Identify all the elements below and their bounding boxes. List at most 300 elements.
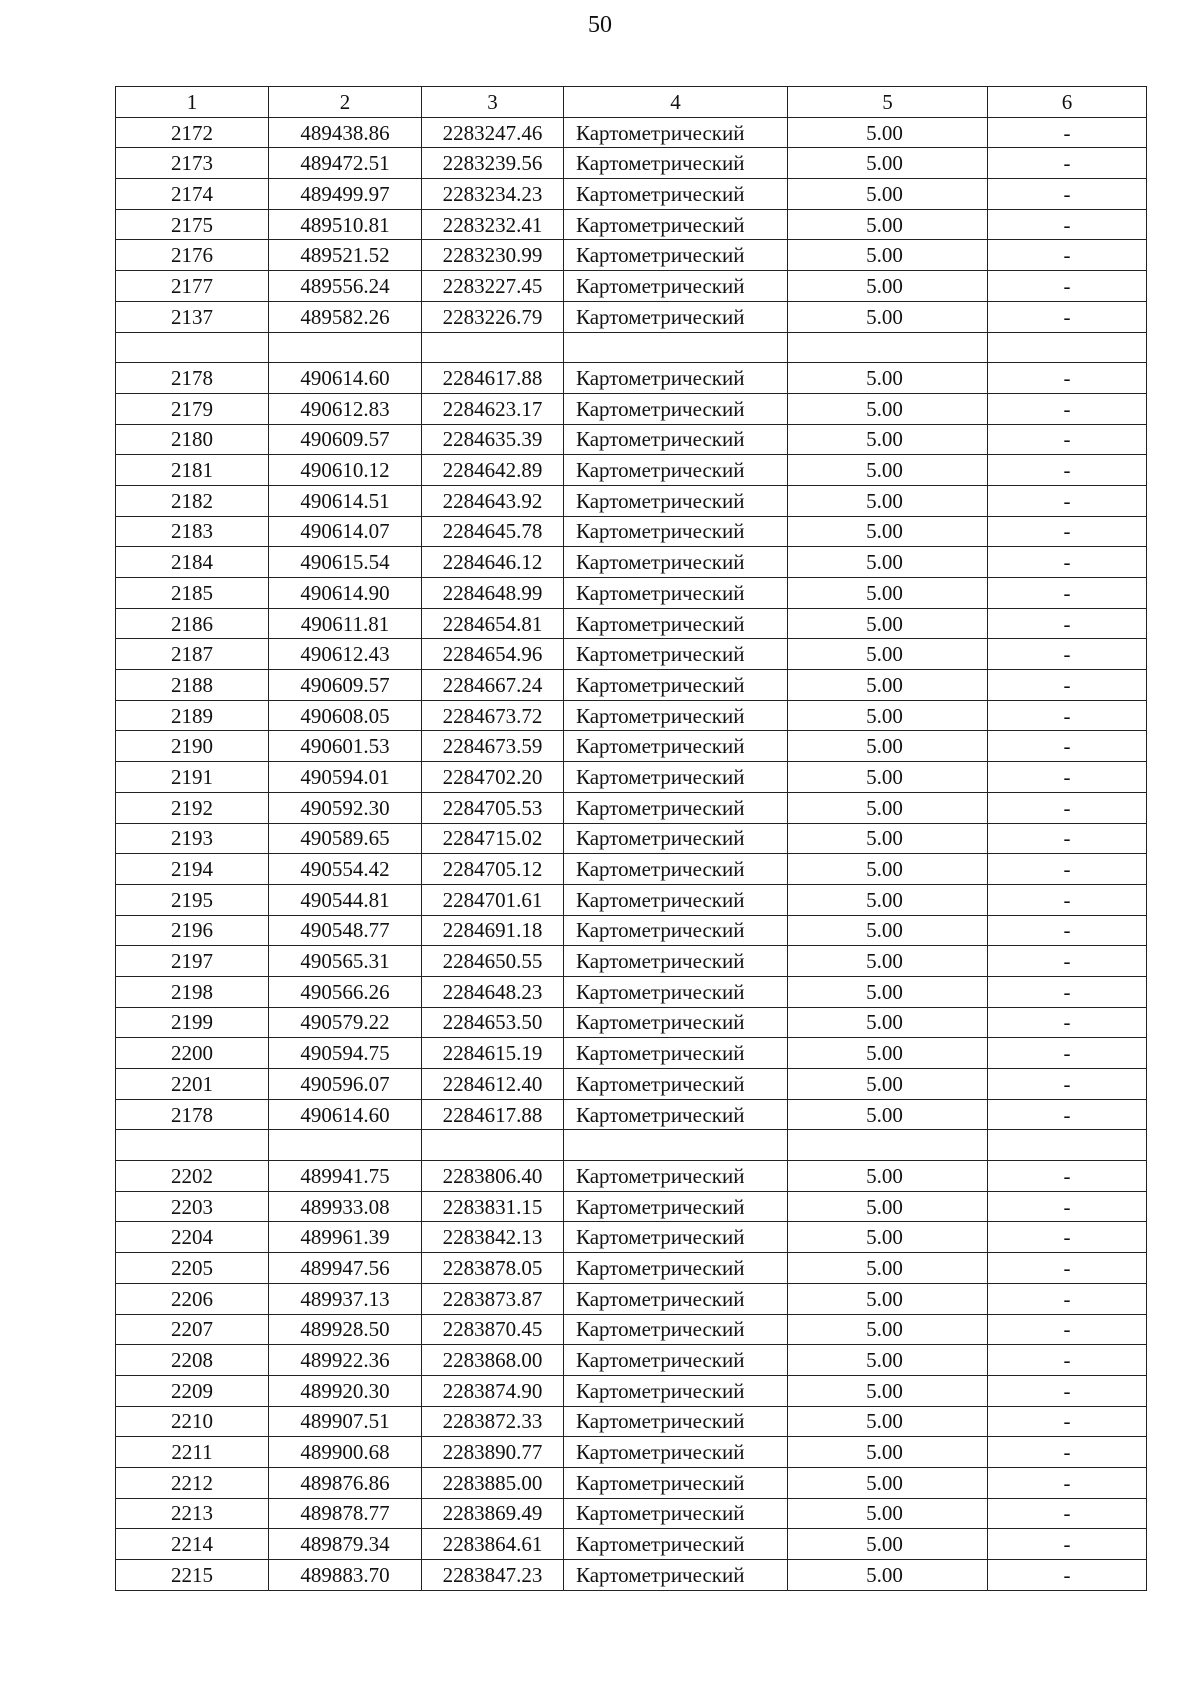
cell-point-number: 2187 bbox=[116, 639, 269, 670]
cell-method: Картометрический bbox=[564, 1560, 788, 1591]
cell-y-coordinate: 2283831.15 bbox=[422, 1191, 564, 1222]
cell-accuracy: 5.00 bbox=[788, 516, 988, 547]
cell-description: - bbox=[988, 424, 1147, 455]
header-cell-1: 1 bbox=[116, 87, 269, 118]
cell-accuracy: 5.00 bbox=[788, 1253, 988, 1284]
cell-description: - bbox=[988, 823, 1147, 854]
cell-x-coordinate: 489941.75 bbox=[269, 1161, 422, 1192]
cell-point-number: 2196 bbox=[116, 915, 269, 946]
cell-x-coordinate: 490614.07 bbox=[269, 516, 422, 547]
cell-description: - bbox=[988, 455, 1147, 486]
cell-description: - bbox=[988, 240, 1147, 271]
cell-y-coordinate: 2283806.40 bbox=[422, 1161, 564, 1192]
cell-accuracy: 5.00 bbox=[788, 639, 988, 670]
cell-point-number: 2176 bbox=[116, 240, 269, 271]
cell-point-number: 2174 bbox=[116, 179, 269, 210]
table-row bbox=[116, 1007, 1147, 1038]
table-row bbox=[116, 1560, 1147, 1591]
cell-x-coordinate: 489947.56 bbox=[269, 1253, 422, 1284]
cell-accuracy: 5.00 bbox=[788, 1560, 988, 1591]
cell-description: - bbox=[988, 762, 1147, 793]
header-cell-6: 6 bbox=[988, 87, 1147, 118]
cell-accuracy: 5.00 bbox=[788, 1529, 988, 1560]
table-row bbox=[116, 1375, 1147, 1406]
cell-description: - bbox=[988, 1314, 1147, 1345]
table-row bbox=[116, 1038, 1147, 1069]
table-row bbox=[116, 1222, 1147, 1253]
cell-y-coordinate: 2284667.24 bbox=[422, 670, 564, 701]
cell-method: Картометрический bbox=[564, 148, 788, 179]
cell-description: - bbox=[988, 578, 1147, 609]
cell-method: Картометрический bbox=[564, 301, 788, 332]
cell-x-coordinate: 489499.97 bbox=[269, 179, 422, 210]
cell-accuracy: 5.00 bbox=[788, 1007, 988, 1038]
cell-point-number: 2206 bbox=[116, 1283, 269, 1314]
cell-point-number: 2178 bbox=[116, 1099, 269, 1130]
table-row bbox=[116, 485, 1147, 516]
cell-point-number: 2190 bbox=[116, 731, 269, 762]
cell-point-number: 2186 bbox=[116, 608, 269, 639]
cell-method: Картометрический bbox=[564, 762, 788, 793]
cell-y-coordinate: 2283227.45 bbox=[422, 271, 564, 302]
cell-description: - bbox=[988, 301, 1147, 332]
cell-x-coordinate: 490548.77 bbox=[269, 915, 422, 946]
cell-description: - bbox=[988, 1161, 1147, 1192]
cell-description: - bbox=[988, 1038, 1147, 1069]
cell-y-coordinate: 2283864.61 bbox=[422, 1529, 564, 1560]
cell-method bbox=[564, 1130, 788, 1161]
cell-point-number: 2195 bbox=[116, 884, 269, 915]
cell-description: - bbox=[988, 1345, 1147, 1376]
cell-accuracy bbox=[788, 332, 988, 363]
cell-accuracy: 5.00 bbox=[788, 915, 988, 946]
cell-accuracy: 5.00 bbox=[788, 1283, 988, 1314]
cell-x-coordinate: 490589.65 bbox=[269, 823, 422, 854]
cell-x-coordinate: 489920.30 bbox=[269, 1375, 422, 1406]
cell-point-number: 2183 bbox=[116, 516, 269, 547]
cell-accuracy: 5.00 bbox=[788, 209, 988, 240]
cell-x-coordinate: 489472.51 bbox=[269, 148, 422, 179]
cell-description bbox=[988, 1130, 1147, 1161]
cell-x-coordinate: 490594.01 bbox=[269, 762, 422, 793]
cell-point-number: 2207 bbox=[116, 1314, 269, 1345]
cell-x-coordinate: 490579.22 bbox=[269, 1007, 422, 1038]
cell-point-number: 2214 bbox=[116, 1529, 269, 1560]
cell-x-coordinate: 489922.36 bbox=[269, 1345, 422, 1376]
table-row bbox=[116, 1283, 1147, 1314]
cell-point-number: 2202 bbox=[116, 1161, 269, 1192]
cell-method: Картометрический bbox=[564, 1191, 788, 1222]
cell-method: Картометрический bbox=[564, 1437, 788, 1468]
cell-y-coordinate: 2283885.00 bbox=[422, 1467, 564, 1498]
cell-description: - bbox=[988, 976, 1147, 1007]
cell-accuracy: 5.00 bbox=[788, 1191, 988, 1222]
cell-accuracy: 5.00 bbox=[788, 393, 988, 424]
table-row bbox=[116, 363, 1147, 394]
cell-x-coordinate: 489900.68 bbox=[269, 1437, 422, 1468]
cell-description: - bbox=[988, 1467, 1147, 1498]
cell-point-number: 2212 bbox=[116, 1467, 269, 1498]
cell-point-number: 2201 bbox=[116, 1069, 269, 1100]
cell-y-coordinate: 2284691.18 bbox=[422, 915, 564, 946]
cell-x-coordinate: 490601.53 bbox=[269, 731, 422, 762]
cell-method bbox=[564, 332, 788, 363]
cell-method: Картометрический bbox=[564, 209, 788, 240]
table-row bbox=[116, 976, 1147, 1007]
cell-y-coordinate: 2284643.92 bbox=[422, 485, 564, 516]
table-row bbox=[116, 608, 1147, 639]
table-row bbox=[116, 700, 1147, 731]
table-row bbox=[116, 854, 1147, 885]
cell-accuracy: 5.00 bbox=[788, 240, 988, 271]
cell-method: Картометрический bbox=[564, 1222, 788, 1253]
cell-y-coordinate: 2284612.40 bbox=[422, 1069, 564, 1100]
cell-description: - bbox=[988, 792, 1147, 823]
cell-accuracy: 5.00 bbox=[788, 455, 988, 486]
cell-point-number: 2215 bbox=[116, 1560, 269, 1591]
table-row bbox=[116, 578, 1147, 609]
cell-accuracy: 5.00 bbox=[788, 823, 988, 854]
table-row bbox=[116, 148, 1147, 179]
table-row bbox=[116, 547, 1147, 578]
cell-y-coordinate: 2284617.88 bbox=[422, 363, 564, 394]
cell-point-number: 2199 bbox=[116, 1007, 269, 1038]
cell-accuracy: 5.00 bbox=[788, 271, 988, 302]
cell-accuracy: 5.00 bbox=[788, 1099, 988, 1130]
table-row bbox=[116, 884, 1147, 915]
cell-description: - bbox=[988, 1253, 1147, 1284]
cell-method: Картометрический bbox=[564, 547, 788, 578]
cell-description: - bbox=[988, 1529, 1147, 1560]
cell-y-coordinate: 2284617.88 bbox=[422, 1099, 564, 1130]
cell-accuracy: 5.00 bbox=[788, 1437, 988, 1468]
cell-method: Картометрический bbox=[564, 1283, 788, 1314]
cell-x-coordinate: 490544.81 bbox=[269, 884, 422, 915]
cell-method: Картометрический bbox=[564, 700, 788, 731]
cell-method: Картометрический bbox=[564, 179, 788, 210]
cell-description: - bbox=[988, 271, 1147, 302]
cell-y-coordinate bbox=[422, 1130, 564, 1161]
cell-y-coordinate: 2283232.41 bbox=[422, 209, 564, 240]
cell-description: - bbox=[988, 1099, 1147, 1130]
cell-x-coordinate: 489961.39 bbox=[269, 1222, 422, 1253]
cell-accuracy: 5.00 bbox=[788, 1222, 988, 1253]
cell-accuracy: 5.00 bbox=[788, 854, 988, 885]
table-row bbox=[116, 792, 1147, 823]
cell-description: - bbox=[988, 516, 1147, 547]
cell-y-coordinate: 2284701.61 bbox=[422, 884, 564, 915]
cell-method: Картометрический bbox=[564, 639, 788, 670]
cell-description: - bbox=[988, 148, 1147, 179]
cell-description: - bbox=[988, 731, 1147, 762]
cell-x-coordinate: 489582.26 bbox=[269, 301, 422, 332]
cell-point-number: 2200 bbox=[116, 1038, 269, 1069]
cell-method: Картометрический bbox=[564, 976, 788, 1007]
cell-y-coordinate: 2283869.49 bbox=[422, 1498, 564, 1529]
cell-accuracy: 5.00 bbox=[788, 731, 988, 762]
cell-y-coordinate: 2284702.20 bbox=[422, 762, 564, 793]
cell-point-number: 2137 bbox=[116, 301, 269, 332]
table-row bbox=[116, 731, 1147, 762]
cell-description: - bbox=[988, 915, 1147, 946]
cell-y-coordinate: 2284648.23 bbox=[422, 976, 564, 1007]
cell-accuracy: 5.00 bbox=[788, 301, 988, 332]
cell-y-coordinate: 2284623.17 bbox=[422, 393, 564, 424]
table-row bbox=[116, 1161, 1147, 1192]
cell-accuracy: 5.00 bbox=[788, 1467, 988, 1498]
cell-point-number: 2211 bbox=[116, 1437, 269, 1468]
cell-x-coordinate: 489878.77 bbox=[269, 1498, 422, 1529]
cell-point-number: 2188 bbox=[116, 670, 269, 701]
cell-y-coordinate: 2284654.96 bbox=[422, 639, 564, 670]
table-header-row bbox=[116, 87, 1147, 118]
cell-description: - bbox=[988, 1283, 1147, 1314]
cell-x-coordinate: 489556.24 bbox=[269, 271, 422, 302]
cell-method: Картометрический bbox=[564, 485, 788, 516]
cell-method: Картометрический bbox=[564, 1498, 788, 1529]
cell-x-coordinate: 490608.05 bbox=[269, 700, 422, 731]
cell-x-coordinate bbox=[269, 1130, 422, 1161]
cell-x-coordinate: 490594.75 bbox=[269, 1038, 422, 1069]
cell-x-coordinate: 490610.12 bbox=[269, 455, 422, 486]
header-cell-5: 5 bbox=[788, 87, 988, 118]
cell-y-coordinate: 2284653.50 bbox=[422, 1007, 564, 1038]
cell-point-number: 2205 bbox=[116, 1253, 269, 1284]
cell-x-coordinate: 489883.70 bbox=[269, 1560, 422, 1591]
table-row bbox=[116, 762, 1147, 793]
table-row bbox=[116, 1314, 1147, 1345]
cell-description: - bbox=[988, 1222, 1147, 1253]
cell-x-coordinate: 490614.60 bbox=[269, 1099, 422, 1130]
cell-x-coordinate bbox=[269, 332, 422, 363]
cell-x-coordinate: 489438.86 bbox=[269, 117, 422, 148]
cell-method: Картометрический bbox=[564, 792, 788, 823]
cell-method: Картометрический bbox=[564, 1314, 788, 1345]
cell-accuracy: 5.00 bbox=[788, 884, 988, 915]
cell-accuracy: 5.00 bbox=[788, 424, 988, 455]
table-row bbox=[116, 117, 1147, 148]
cell-y-coordinate: 2283842.13 bbox=[422, 1222, 564, 1253]
cell-x-coordinate: 490554.42 bbox=[269, 854, 422, 885]
cell-y-coordinate: 2284673.59 bbox=[422, 731, 564, 762]
cell-x-coordinate: 489907.51 bbox=[269, 1406, 422, 1437]
cell-point-number: 2185 bbox=[116, 578, 269, 609]
cell-point-number: 2210 bbox=[116, 1406, 269, 1437]
cell-x-coordinate: 490565.31 bbox=[269, 946, 422, 977]
cell-x-coordinate: 490612.83 bbox=[269, 393, 422, 424]
cell-y-coordinate: 2284648.99 bbox=[422, 578, 564, 609]
cell-point-number: 2213 bbox=[116, 1498, 269, 1529]
cell-point-number: 2193 bbox=[116, 823, 269, 854]
cell-accuracy bbox=[788, 1130, 988, 1161]
table-row bbox=[116, 1406, 1147, 1437]
table-body bbox=[116, 117, 1147, 1590]
coordinates-table bbox=[115, 86, 1147, 1591]
table-row bbox=[116, 1069, 1147, 1100]
cell-accuracy: 5.00 bbox=[788, 762, 988, 793]
cell-y-coordinate: 2283878.05 bbox=[422, 1253, 564, 1284]
cell-description: - bbox=[988, 209, 1147, 240]
table-row bbox=[116, 823, 1147, 854]
cell-method: Картометрический bbox=[564, 608, 788, 639]
cell-accuracy: 5.00 bbox=[788, 547, 988, 578]
cell-description bbox=[988, 332, 1147, 363]
cell-description: - bbox=[988, 1007, 1147, 1038]
cell-method: Картометрический bbox=[564, 363, 788, 394]
cell-accuracy: 5.00 bbox=[788, 179, 988, 210]
cell-y-coordinate: 2284650.55 bbox=[422, 946, 564, 977]
cell-accuracy: 5.00 bbox=[788, 1038, 988, 1069]
cell-method: Картометрический bbox=[564, 1467, 788, 1498]
cell-point-number: 2172 bbox=[116, 117, 269, 148]
cell-accuracy: 5.00 bbox=[788, 700, 988, 731]
cell-description: - bbox=[988, 884, 1147, 915]
cell-accuracy: 5.00 bbox=[788, 578, 988, 609]
table-row bbox=[116, 670, 1147, 701]
header-cell-3: 3 bbox=[422, 87, 564, 118]
cell-method: Картометрический bbox=[564, 946, 788, 977]
cell-point-number: 2180 bbox=[116, 424, 269, 455]
cell-description: - bbox=[988, 639, 1147, 670]
cell-point-number: 2177 bbox=[116, 271, 269, 302]
cell-x-coordinate: 490614.90 bbox=[269, 578, 422, 609]
cell-point-number: 2191 bbox=[116, 762, 269, 793]
cell-description: - bbox=[988, 700, 1147, 731]
cell-x-coordinate: 489876.86 bbox=[269, 1467, 422, 1498]
cell-x-coordinate: 490609.57 bbox=[269, 424, 422, 455]
cell-x-coordinate: 489521.52 bbox=[269, 240, 422, 271]
cell-x-coordinate: 490611.81 bbox=[269, 608, 422, 639]
cell-method: Картометрический bbox=[564, 1375, 788, 1406]
cell-accuracy: 5.00 bbox=[788, 148, 988, 179]
cell-y-coordinate bbox=[422, 332, 564, 363]
table-row bbox=[116, 301, 1147, 332]
table-row bbox=[116, 271, 1147, 302]
table-row bbox=[116, 516, 1147, 547]
cell-y-coordinate: 2284705.12 bbox=[422, 854, 564, 885]
cell-accuracy: 5.00 bbox=[788, 1345, 988, 1376]
cell-point-number: 2175 bbox=[116, 209, 269, 240]
cell-description: - bbox=[988, 670, 1147, 701]
cell-point-number: 2198 bbox=[116, 976, 269, 1007]
cell-y-coordinate: 2283239.56 bbox=[422, 148, 564, 179]
cell-point-number: 2179 bbox=[116, 393, 269, 424]
table-row bbox=[116, 1498, 1147, 1529]
table-row bbox=[116, 209, 1147, 240]
cell-point-number: 2189 bbox=[116, 700, 269, 731]
table-row bbox=[116, 393, 1147, 424]
cell-description: - bbox=[988, 1560, 1147, 1591]
cell-x-coordinate: 489510.81 bbox=[269, 209, 422, 240]
cell-description: - bbox=[988, 1406, 1147, 1437]
cell-y-coordinate: 2284642.89 bbox=[422, 455, 564, 486]
table-row bbox=[116, 1253, 1147, 1284]
cell-method: Картометрический bbox=[564, 915, 788, 946]
cell-method: Картометрический bbox=[564, 1038, 788, 1069]
cell-y-coordinate: 2284635.39 bbox=[422, 424, 564, 455]
cell-method: Картометрический bbox=[564, 1007, 788, 1038]
cell-point-number: 2209 bbox=[116, 1375, 269, 1406]
cell-y-coordinate: 2283870.45 bbox=[422, 1314, 564, 1345]
cell-x-coordinate: 490596.07 bbox=[269, 1069, 422, 1100]
cell-x-coordinate: 490566.26 bbox=[269, 976, 422, 1007]
cell-description: - bbox=[988, 1498, 1147, 1529]
cell-point-number: 2178 bbox=[116, 363, 269, 394]
cell-x-coordinate: 489879.34 bbox=[269, 1529, 422, 1560]
cell-description: - bbox=[988, 854, 1147, 885]
cell-y-coordinate: 2283872.33 bbox=[422, 1406, 564, 1437]
cell-method: Картометрический bbox=[564, 240, 788, 271]
cell-accuracy: 5.00 bbox=[788, 792, 988, 823]
cell-method: Картометрический bbox=[564, 271, 788, 302]
cell-description: - bbox=[988, 1069, 1147, 1100]
cell-method: Картометрический bbox=[564, 1161, 788, 1192]
cell-x-coordinate: 490592.30 bbox=[269, 792, 422, 823]
cell-x-coordinate: 490615.54 bbox=[269, 547, 422, 578]
cell-description: - bbox=[988, 363, 1147, 394]
cell-accuracy: 5.00 bbox=[788, 1406, 988, 1437]
cell-method: Картометрический bbox=[564, 1069, 788, 1100]
cell-accuracy: 5.00 bbox=[788, 1498, 988, 1529]
cell-accuracy: 5.00 bbox=[788, 946, 988, 977]
cell-y-coordinate: 2283226.79 bbox=[422, 301, 564, 332]
cell-point-number: 2197 bbox=[116, 946, 269, 977]
cell-point-number: 2184 bbox=[116, 547, 269, 578]
cell-description: - bbox=[988, 547, 1147, 578]
cell-accuracy: 5.00 bbox=[788, 1375, 988, 1406]
page-number: 50 bbox=[588, 12, 612, 38]
cell-method: Картометрический bbox=[564, 1253, 788, 1284]
cell-method: Картометрический bbox=[564, 1529, 788, 1560]
cell-x-coordinate: 490612.43 bbox=[269, 639, 422, 670]
cell-y-coordinate: 2283890.77 bbox=[422, 1437, 564, 1468]
cell-y-coordinate: 2284715.02 bbox=[422, 823, 564, 854]
table-row bbox=[116, 455, 1147, 486]
cell-method: Картометрический bbox=[564, 117, 788, 148]
cell-method: Картометрический bbox=[564, 1099, 788, 1130]
cell-y-coordinate: 2283874.90 bbox=[422, 1375, 564, 1406]
table-row bbox=[116, 332, 1147, 363]
cell-description: - bbox=[988, 179, 1147, 210]
cell-accuracy: 5.00 bbox=[788, 608, 988, 639]
table-row bbox=[116, 639, 1147, 670]
cell-description: - bbox=[988, 485, 1147, 516]
table-row bbox=[116, 1191, 1147, 1222]
cell-point-number: 2192 bbox=[116, 792, 269, 823]
table-row bbox=[116, 1529, 1147, 1560]
cell-point-number: 2208 bbox=[116, 1345, 269, 1376]
cell-point-number: 2194 bbox=[116, 854, 269, 885]
cell-x-coordinate: 489937.13 bbox=[269, 1283, 422, 1314]
table-row bbox=[116, 1099, 1147, 1130]
table-row bbox=[116, 915, 1147, 946]
cell-method: Картометрический bbox=[564, 455, 788, 486]
cell-point-number: 2173 bbox=[116, 148, 269, 179]
cell-y-coordinate: 2284705.53 bbox=[422, 792, 564, 823]
cell-description: - bbox=[988, 1191, 1147, 1222]
cell-y-coordinate: 2284645.78 bbox=[422, 516, 564, 547]
table-row bbox=[116, 240, 1147, 271]
cell-accuracy: 5.00 bbox=[788, 976, 988, 1007]
table-row bbox=[116, 179, 1147, 210]
cell-y-coordinate: 2283873.87 bbox=[422, 1283, 564, 1314]
cell-y-coordinate: 2284615.19 bbox=[422, 1038, 564, 1069]
cell-x-coordinate: 490614.51 bbox=[269, 485, 422, 516]
table-row bbox=[116, 946, 1147, 977]
cell-method: Картометрический bbox=[564, 854, 788, 885]
cell-method: Картометрический bbox=[564, 1345, 788, 1376]
cell-method: Картометрический bbox=[564, 731, 788, 762]
